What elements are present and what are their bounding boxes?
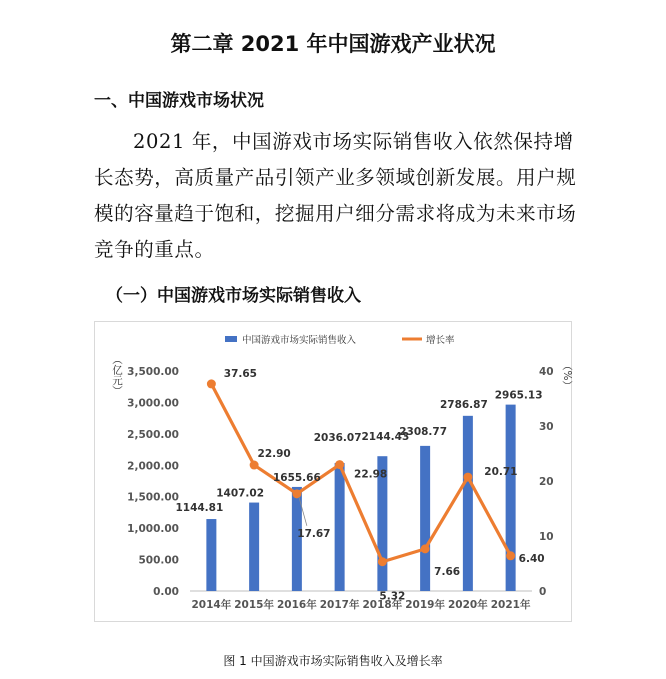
section-title: 一、中国游戏市场状况 bbox=[94, 91, 264, 111]
x-axis-tick-label: 2016年 bbox=[277, 599, 317, 611]
right-axis-label: （%） bbox=[561, 360, 573, 391]
x-axis-tick-label: 2014年 bbox=[191, 599, 232, 611]
growth-value-label: 22.90 bbox=[257, 448, 291, 461]
left-axis-tick-label: 1,500.00 bbox=[127, 491, 179, 504]
growth-value-label: 20.71 bbox=[484, 466, 518, 479]
bar-revenue bbox=[506, 405, 516, 591]
x-axis-tick-label: 2019年 bbox=[405, 599, 445, 611]
chapter-title: 第二章 2021 年中国游戏产业状况 bbox=[170, 32, 496, 56]
bar-value-label: 2786.87 bbox=[439, 398, 488, 411]
x-axis-tick-label: 2018年 bbox=[362, 599, 403, 611]
right-axis-tick-label: 30 bbox=[539, 421, 554, 433]
growth-rate-point bbox=[292, 489, 301, 498]
paragraph-text: 2021 年，中国游戏市场实际销售收入依然保持增长态势，高质量产品引领产业多领域创新发展。用户规模的容量趋于饱和，挖掘用户细分需求将成为未来市场竞争的重点。 bbox=[94, 130, 577, 261]
bar-revenue bbox=[249, 503, 259, 591]
growth-value-label: 5.32 bbox=[379, 590, 406, 603]
growth-value-label: 7.66 bbox=[434, 565, 461, 578]
growth-rate-point bbox=[463, 473, 472, 482]
left-axis-tick-label: 0.00 bbox=[153, 586, 179, 598]
bar-revenue bbox=[335, 463, 345, 591]
x-axis-tick-label: 2015年 bbox=[234, 599, 274, 611]
growth-rate-point bbox=[250, 461, 259, 470]
left-axis-label: （亿元） bbox=[111, 354, 123, 396]
growth-value-label: 6.40 bbox=[518, 552, 545, 565]
growth-rate-point bbox=[207, 379, 216, 388]
bar-value-label: 2144.43 bbox=[361, 431, 410, 444]
left-axis-tick-label: 1,000.00 bbox=[127, 523, 179, 536]
bar-value-label: 2308.77 bbox=[399, 425, 448, 438]
bar-revenue bbox=[420, 446, 430, 591]
left-axis-tick-label: 3,000.00 bbox=[127, 397, 179, 410]
left-axis-tick-label: 3,500.00 bbox=[127, 366, 179, 378]
body-paragraph bbox=[94, 124, 584, 268]
subsection-title: （一）中国游戏市场实际销售收入 bbox=[106, 286, 361, 306]
growth-value-label: 17.67 bbox=[297, 527, 331, 540]
bar-value-label: 2036.07 bbox=[313, 432, 362, 445]
right-axis-tick-label: 40 bbox=[539, 366, 554, 378]
left-axis-tick-label: 2,000.00 bbox=[127, 460, 179, 473]
figure-caption: 图 1 中国游戏市场实际销售收入及增长率 bbox=[223, 654, 443, 668]
growth-rate-point bbox=[421, 544, 430, 553]
left-axis-tick-label: 2,500.00 bbox=[127, 428, 179, 441]
legend-bar-label: 中国游戏市场实际销售收入 bbox=[242, 335, 357, 346]
bar-value-label: 1655.66 bbox=[272, 471, 321, 484]
x-axis-tick-label: 2020年 bbox=[448, 599, 488, 611]
x-axis-tick-label: 2021年 bbox=[490, 599, 531, 611]
growth-value-label: 37.65 bbox=[223, 367, 257, 380]
revenue-growth-chart bbox=[95, 322, 571, 621]
bar-value-label: 2965.13 bbox=[494, 389, 543, 402]
bar-revenue bbox=[206, 519, 216, 591]
right-axis-tick-label: 10 bbox=[539, 531, 554, 543]
chart-container bbox=[94, 321, 572, 622]
bar-value-label: 1407.02 bbox=[216, 487, 265, 500]
left-axis-tick-label: 500.00 bbox=[138, 554, 179, 567]
x-axis-tick-label: 2017年 bbox=[319, 599, 360, 611]
growth-value-label: 22.98 bbox=[354, 468, 388, 481]
growth-rate-point bbox=[335, 460, 344, 469]
right-axis-tick-label: 20 bbox=[539, 476, 554, 488]
growth-rate-point bbox=[378, 557, 387, 566]
bar-revenue bbox=[463, 416, 473, 591]
growth-rate-point bbox=[506, 551, 515, 560]
right-axis-tick-label: 0 bbox=[539, 586, 547, 598]
legend-bar-swatch bbox=[225, 336, 237, 342]
bar-value-label: 1144.81 bbox=[175, 502, 224, 515]
legend-line-label: 增长率 bbox=[426, 335, 455, 346]
